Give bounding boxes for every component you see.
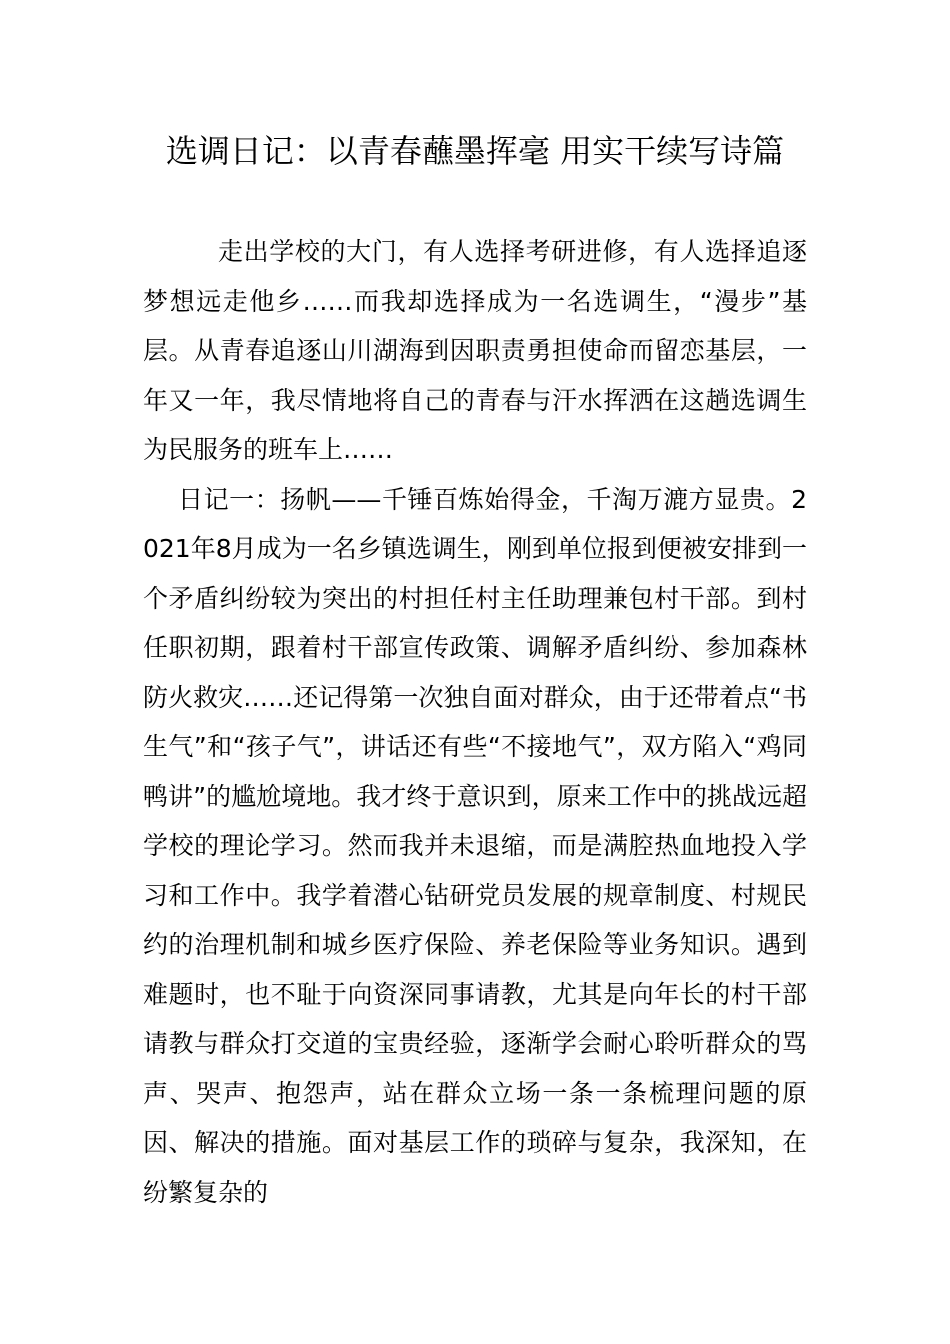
paragraph-intro: 走出学校的大门，有人选择考研进修，有人选择追逐梦想远走他乡……而我却选择成为一名选调生，“漫步”基层。从青春追逐山川湖海到因职责勇担使命而留恋基层，一年又一年，我尽情地将自己的青春与汗水挥洒在这趟选调生为民服务的班车上…… bbox=[143, 237, 807, 464]
document-title: 选调日记：以青春蘸墨挥毫 用实干续写诗篇 bbox=[165, 132, 785, 170]
document-body bbox=[143, 227, 807, 1217]
paragraph-diary-one: 日记一：扬帆——千锤百炼始得金，千淘万漉方显贵。2021年8月成为一名乡镇选调生，刚到单位报到便被安排到一个矛盾纠纷较为突出的村担任村主任助理兼包村干部。到村任职初期，跟着村干部宣传政策、调解矛盾纠纷、参加森林防火救灾……还记得第一次独自面对群众，由于还带着点“书生气”和“孩子气”，讲话还有些“不接地气”，双方陷入“鸡同鸭讲”的尴尬境地。我才终于意识到，原来工作中的挑战远超学校的理论学习。然而我并未退缩，而是满腔热血地投入学习和工作中。我学着潜心钻研党员发展的规章制度、村规民约的治理机制和城乡医疗保险、养老保险等业务知识。遇到难题时，也不耻于向资深同事请教，尤其是向年长的村干部请教与群众打交道的宝贵经验，逐渐学会耐心聆听群众的骂声、哭声、抱怨声，站在群众立场一条一条梳理问题的原因、解决的措施。面对基层工作的琐碎与复杂，我深知，在纷繁复杂的 bbox=[143, 484, 807, 1207]
